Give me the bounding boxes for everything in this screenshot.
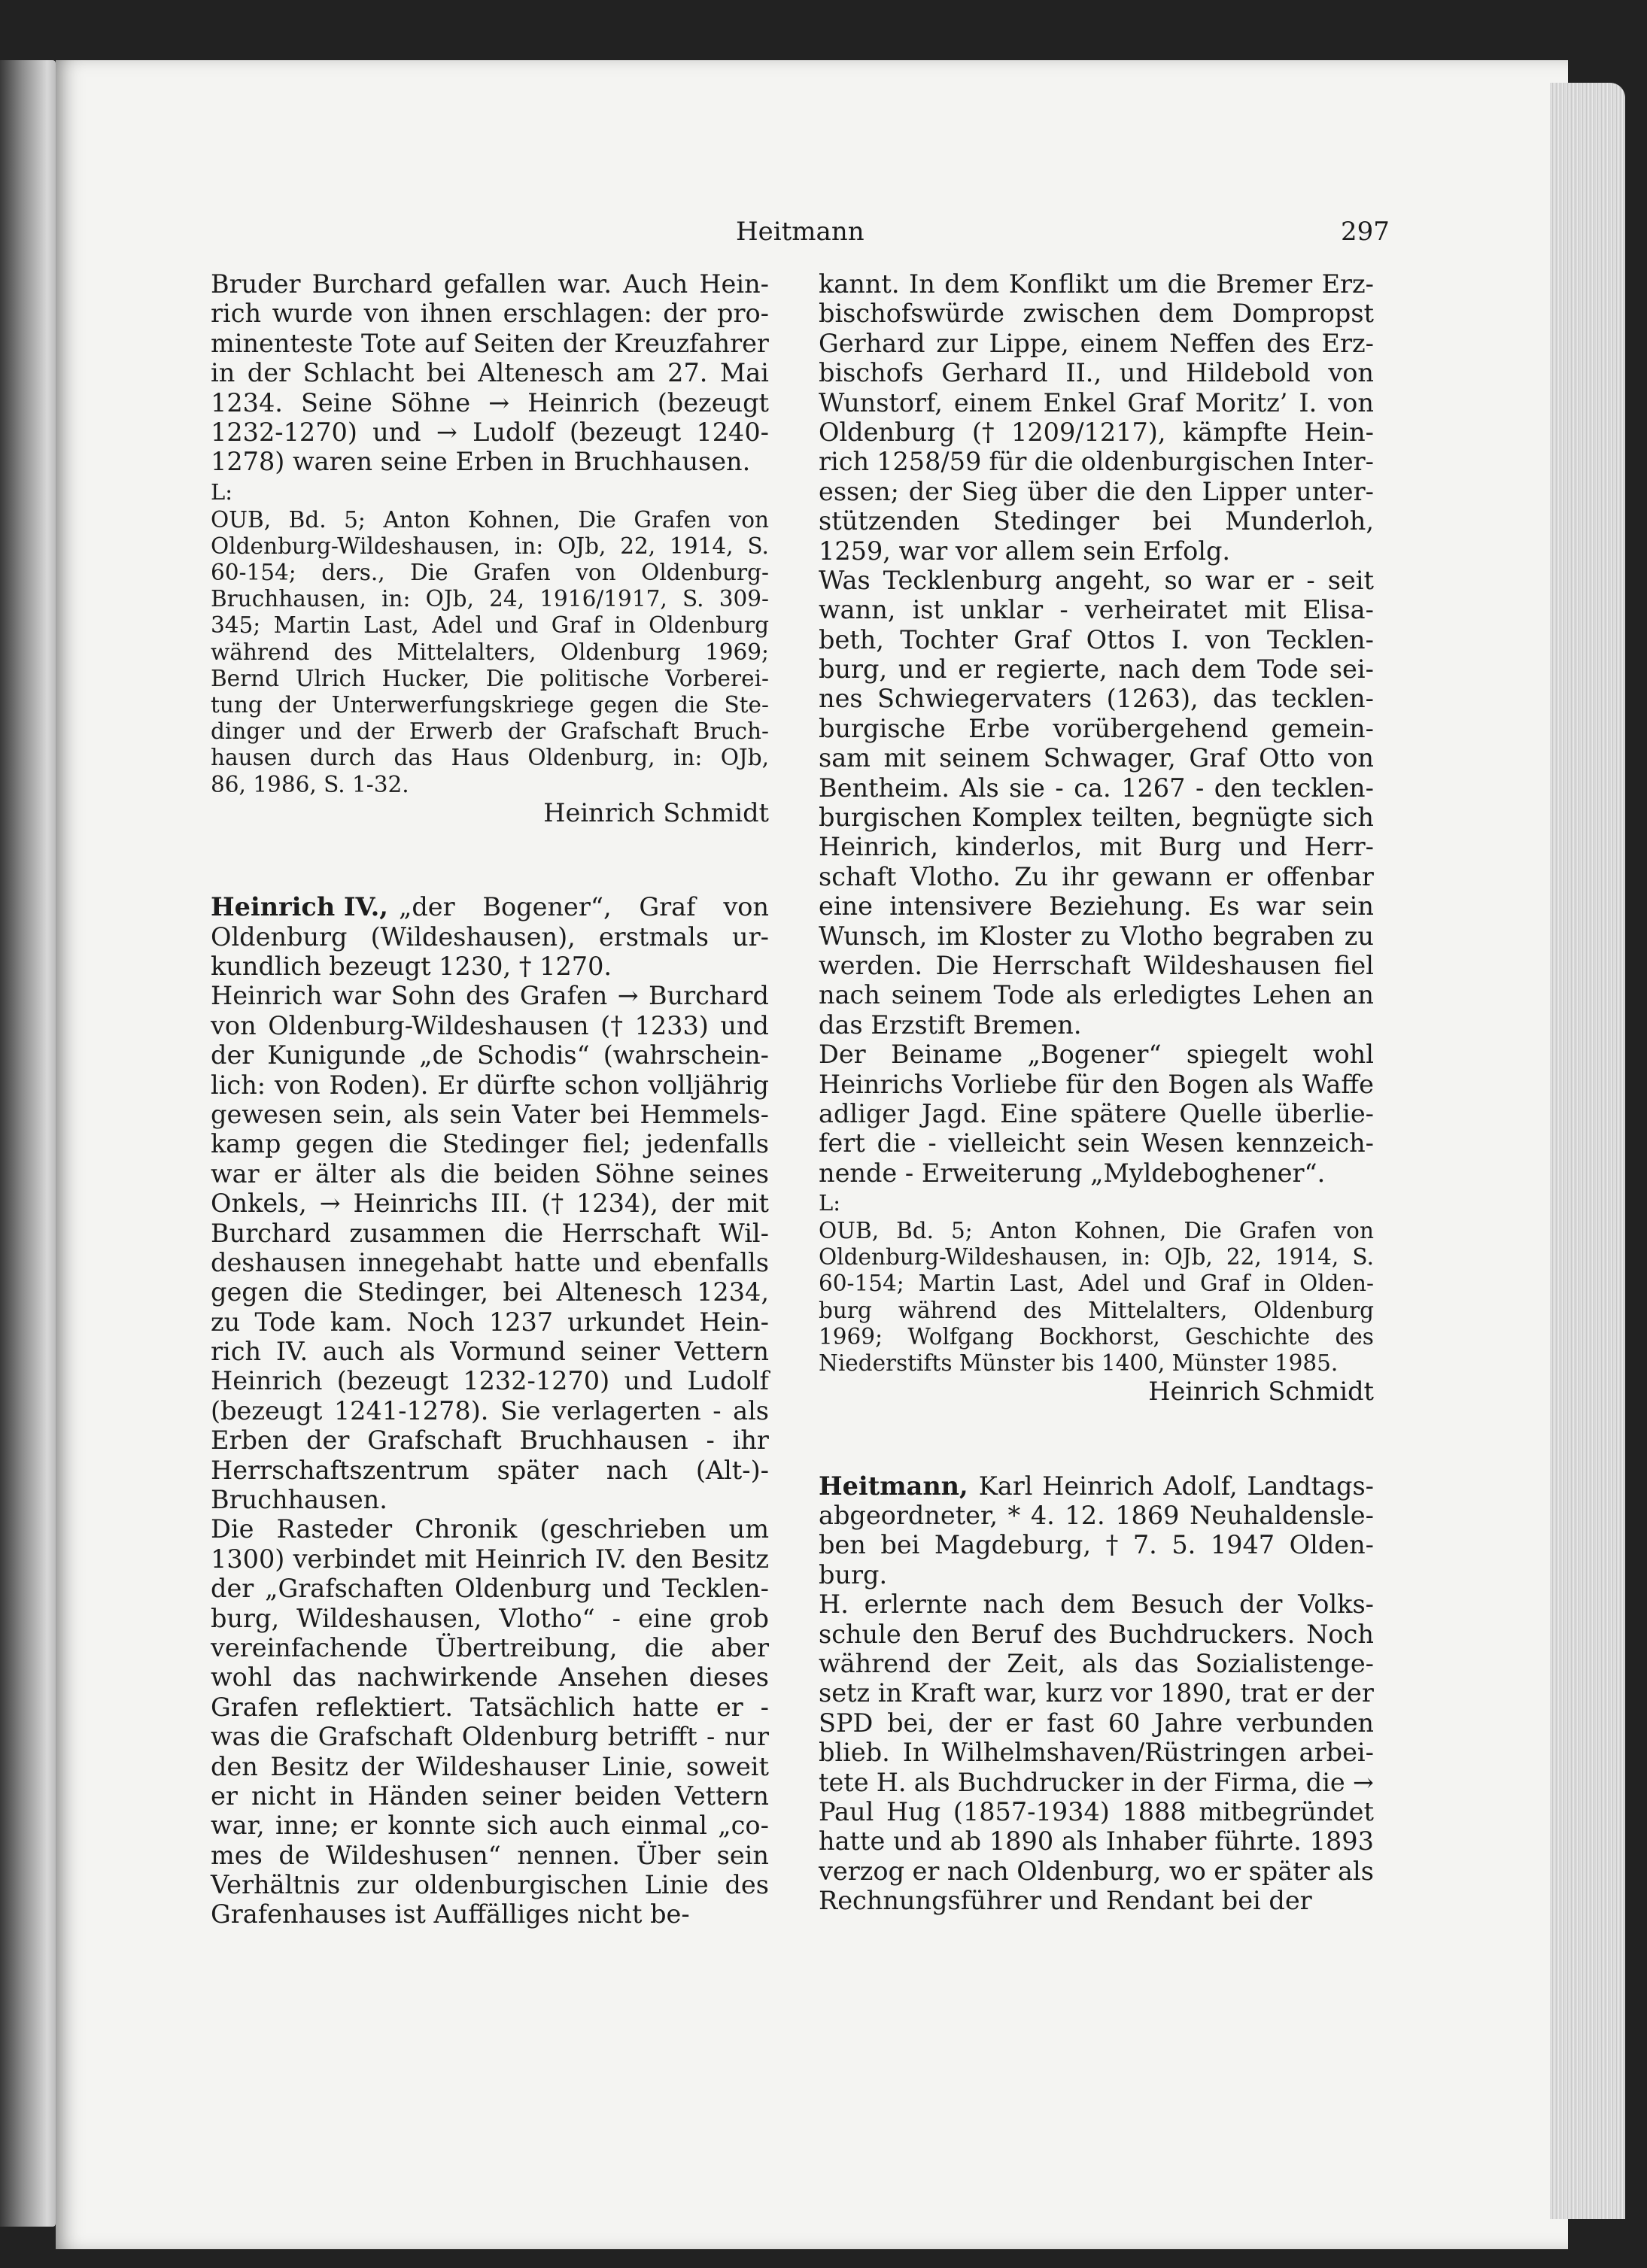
- text-line: Verhältnis zur oldenburgischen Linie des: [211, 1870, 769, 1900]
- text-line: beth, Tochter Graf Ottos I. von Tecklen-: [819, 624, 1374, 654]
- text-line: Heinrichs Vorliebe für den Bogen als Waffe: [819, 1069, 1374, 1099]
- literature-line: burg während des Mittelalters, Oldenburg: [819, 1297, 1374, 1323]
- text-line: burg.: [819, 1559, 888, 1589]
- literature-list: [211, 507, 769, 798]
- text-line: Paul Hug (1857-1934) 1888 mitbegründet: [819, 1796, 1374, 1826]
- text-line: minenteste Tote auf Seiten der Kreuzfahrer: [211, 328, 769, 358]
- literature-line: OUB, Bd. 5; Anton Kohnen, Die Grafen von: [819, 1218, 1374, 1244]
- text-line: Oldenburg (Wildeshausen), erstmals ur-: [211, 921, 769, 952]
- literature-line: 60-154; ders., Die Grafen von Oldenburg-: [211, 560, 769, 586]
- text-line: Grafenhauses ist Auffälliges nicht be-: [211, 1899, 690, 1929]
- text-line: Heinrich (bezeugt 1232-1270) und Ludolf: [211, 1366, 769, 1396]
- text-line: schule den Beruf des Buchdruckers. Noch: [819, 1619, 1374, 1649]
- text-line: Erben der Grafschaft Bruchhausen - ihr: [211, 1425, 769, 1456]
- text-line: setz in Kraft war, kurz vor 1890, trat er der: [819, 1678, 1374, 1708]
- running-header: [56, 217, 1402, 253]
- text-line: zu Tode kam. Noch 1237 urkundet Hein-: [211, 1307, 769, 1337]
- text-line: kamp gegen die Stedinger fiel; jedenfalls: [211, 1129, 769, 1159]
- text-line: war, inne; er konnte sich auch einmal „co-: [211, 1811, 769, 1841]
- page-stack-edge: [1550, 83, 1625, 2219]
- running-title: Heitmann: [736, 217, 865, 247]
- paragraph: [819, 566, 1374, 1040]
- author-signature: Heinrich Schmidt: [1148, 1377, 1374, 1407]
- right-column: [819, 269, 1374, 1916]
- text-line: Bentheim. Als sie - ca. 1267 - den tecklen-: [819, 773, 1374, 803]
- text-line: das Erzstift Bremen.: [819, 1010, 1082, 1040]
- text-line: nende - Erweiterung „Myldeboghener“.: [819, 1158, 1326, 1188]
- text-line: adliger Jagd. Eine spätere Quelle überlie-: [819, 1098, 1374, 1128]
- text-line: rich IV. auch als Vormund seiner Vettern: [211, 1337, 769, 1367]
- text-line: Herrschaftszentrum später nach (Alt-)-: [211, 1455, 769, 1485]
- text-line: er nicht in Händen seiner beiden Vettern: [211, 1781, 769, 1811]
- text-line: der „Grafschaften Oldenburg und Tecklen-: [211, 1574, 769, 1604]
- paragraph: [819, 269, 1374, 566]
- text-line: (bezeugt 1241-1278). Sie verlagerten - als: [211, 1395, 769, 1425]
- text-line: burgischen Komplex teilten, begnügte sich: [819, 803, 1374, 833]
- text-line: Burchard zusammen die Herrschaft Wil-: [211, 1218, 769, 1248]
- text-line: 1278) waren seine Erben in Bruchhausen.: [211, 447, 751, 477]
- entry-gap: [211, 827, 769, 892]
- text-line: schaft Vlotho. Zu ihr gewann er offenbar: [819, 861, 1374, 891]
- text-line: nes Schwiegervaters (1263), das tecklen-: [819, 684, 1374, 714]
- entry-heading-line: [819, 1471, 1374, 1501]
- entry-heading-line: [211, 892, 769, 921]
- text-line: hatte und ab 1890 als Inhaber führte. 1893: [819, 1826, 1374, 1857]
- text-line: burgische Erbe vorübergehend gemein-: [819, 713, 1374, 743]
- text-line: burg, Wildeshausen, Vlotho“ - eine grob: [211, 1603, 769, 1633]
- text-line: wann, ist unklar - verheiratet mit Elisa-: [819, 595, 1374, 625]
- author-signature: Heinrich Schmidt: [543, 797, 769, 827]
- text-line: 1259, war vor allem sein Erfolg.: [819, 536, 1231, 566]
- literature-line: hausen durch das Haus Oldenburg, in: OJb,: [211, 745, 769, 771]
- text-line: H. erlernte nach dem Besuch der Volks-: [819, 1589, 1374, 1620]
- text-line: Grafen reflektiert. Tatsächlich hatte er -: [211, 1692, 769, 1722]
- text-line: bischofs Gerhard II., und Hildebold von: [819, 358, 1374, 388]
- text-line: der Kunigunde „de Schodis“ (wahrschein-: [211, 1040, 769, 1070]
- text-line: von Oldenburg-Wildeshausen († 1233) und: [211, 1010, 769, 1040]
- text-line: den Besitz der Wildeshauser Linie, soweit: [211, 1751, 769, 1781]
- text-line: gewesen sein, als sein Vater bei Hemmels-: [211, 1099, 769, 1129]
- text-line: Was Tecklenburg angeht, so war er - seit: [819, 565, 1374, 595]
- text-line: mes de Wildeshusen“ nennen. Über sein: [211, 1840, 769, 1870]
- text-line: bischofswürde zwischen dem Dompropst: [819, 299, 1374, 329]
- text-line: vereinfachende Übertreibung, die aber: [211, 1632, 769, 1662]
- paragraph: [211, 981, 769, 1514]
- literature-line: Oldenburg-Wildeshausen, in: OJb, 22, 1914, S.: [211, 533, 769, 559]
- text-line: fert die - vielleicht sein Wesen kennzeich-: [819, 1128, 1374, 1158]
- text-line: Rechnungsführer und Rendant bei der: [819, 1886, 1312, 1916]
- paragraph: [819, 1040, 1374, 1188]
- text-line: tete H. als Buchdrucker in der Firma, die →: [819, 1767, 1374, 1797]
- text-line: sam mit seinem Schwager, Graf Otto von: [819, 743, 1374, 773]
- text-line: Oldenburg († 1209/1217), kämpfte Hein-: [819, 417, 1374, 447]
- paragraph: [211, 1514, 769, 1929]
- text-line: rich wurde von ihnen erschlagen: der pro-: [211, 299, 769, 329]
- text-line: wohl das nachwirkende Ansehen dieses: [211, 1662, 769, 1693]
- text-line: Die Rasteder Chronik (geschrieben um: [211, 1514, 769, 1544]
- left-column: [211, 269, 769, 1929]
- text-line: deshausen innegehabt hatte und ebenfalls: [211, 1247, 769, 1277]
- text-line: ben bei Magdeburg, † 7. 5. 1947 Olden-: [819, 1530, 1374, 1560]
- text-line: 1234. Seine Söhne → Heinrich (bezeugt: [211, 387, 769, 417]
- text-line: Bruchhausen.: [211, 1485, 387, 1515]
- text-line: Heinrich war Sohn des Grafen → Burchard: [211, 981, 769, 1011]
- text-line: kannt. In dem Konflikt um die Bremer Erz-: [819, 269, 1374, 299]
- literature-line: 60-154; Martin Last, Adel und Graf in Olden-: [819, 1271, 1374, 1297]
- literature-line: 345; Martin Last, Adel und Graf in Oldenburg: [211, 612, 769, 639]
- text-line: Wunstorf, einem Enkel Graf Moritz’ I. von: [819, 387, 1374, 417]
- left-page-edge: [0, 60, 56, 2227]
- text-line: abgeordneter, * 4. 12. 1869 Neuhaldensle-: [819, 1501, 1374, 1531]
- text-line: essen; der Sieg über die den Lipper unter-: [819, 476, 1374, 506]
- text-line: Wunsch, im Kloster zu Vlotho begraben zu: [819, 921, 1374, 951]
- text-line: rich 1258/59 für die oldenburgischen Inter-: [819, 447, 1374, 477]
- literature-label: L:: [819, 1190, 841, 1216]
- literature-line: tung der Unterwerfungskriege gegen die Ste-: [211, 692, 769, 718]
- entry-heading-text: Karl Heinrich Adolf, Landtags-: [978, 1471, 1374, 1501]
- text-line: lich: von Roden). Er dürfte schon volljährig: [211, 1070, 769, 1100]
- text-line: verzog er nach Oldenburg, wo er später als: [819, 1856, 1374, 1886]
- literature-line: OUB, Bd. 5; Anton Kohnen, Die Grafen von: [211, 506, 769, 533]
- text-line: werden. Die Herrschaft Wildeshausen fiel: [819, 950, 1374, 980]
- entry-headword: Heitmann,: [819, 1471, 968, 1501]
- text-line: Bruder Burchard gefallen war. Auch Hein-: [211, 269, 769, 299]
- text-line: 1232-1270) und → Ludolf (bezeugt 1240-: [211, 417, 769, 447]
- entry-heading-paragraph: [819, 1471, 1374, 1590]
- text-line: eine intensivere Beziehung. Es war sein: [819, 891, 1374, 921]
- text-line: in der Schlacht bei Altenesch am 27. Mai: [211, 358, 769, 388]
- literature-line: dinger und der Erwerb der Grafschaft Bruch-: [211, 718, 769, 745]
- text-line: war er älter als die beiden Söhne seines: [211, 1158, 769, 1189]
- literature-line: 1969; Wolfgang Bockhorst, Geschichte des: [819, 1323, 1374, 1350]
- text-line: gegen die Stedinger, bei Altenesch 1234,: [211, 1277, 769, 1307]
- entry-headword: Heinrich IV.,: [211, 892, 388, 922]
- text-line: Der Beiname „Bogener“ spiegelt wohl: [819, 1040, 1374, 1070]
- literature-label: L:: [211, 478, 233, 505]
- text-line: Gerhard zur Lippe, einem Neffen des Erz-: [819, 328, 1374, 358]
- entry-heading-text: „der Bogener“, Graf von: [398, 892, 769, 922]
- text-line: stützenden Stedinger bei Munderloh,: [819, 506, 1374, 536]
- literature-line: Niederstifts Münster bis 1400, Münster 1985.: [819, 1350, 1339, 1377]
- text-line: blieb. In Wilhelmshaven/Rüstringen arbei-: [819, 1738, 1374, 1768]
- page-number: 297: [1341, 217, 1390, 247]
- text-line: während der Zeit, als das Sozialistenge-: [819, 1648, 1374, 1678]
- literature-line: Bruchhausen, in: OJb, 24, 1916/1917, S. 309-: [211, 586, 769, 612]
- literature-line: Bernd Ulrich Hucker, Die politische Vorberei-: [211, 665, 769, 691]
- text-line: nach seinem Tode als erledigtes Lehen an: [819, 980, 1374, 1010]
- paragraph: [211, 269, 769, 477]
- paragraph: [819, 1589, 1374, 1915]
- entry-heading-paragraph: [211, 892, 769, 981]
- text-line: Heinrich, kinderlos, mit Burg und Herr-: [819, 832, 1374, 862]
- text-line: Onkels, → Heinrichs III. († 1234), der mit: [211, 1189, 769, 1219]
- literature-list: [819, 1218, 1374, 1377]
- literature-line: Oldenburg-Wildeshausen, in: OJb, 22, 1914, S.: [819, 1244, 1374, 1271]
- literature-line: 86, 1986, S. 1-32.: [211, 771, 409, 797]
- entry-gap: [819, 1407, 1374, 1471]
- text-line: kundlich bezeugt 1230, † 1270.: [211, 951, 612, 981]
- text-line: SPD bei, der er fast 60 Jahre verbunden: [819, 1708, 1374, 1738]
- text-line: burg, und er regierte, nach dem Tode sei-: [819, 654, 1374, 685]
- text-line: 1300) verbindet mit Heinrich IV. den Besitz: [211, 1544, 769, 1574]
- literature-line: während des Mittelalters, Oldenburg 1969;: [211, 639, 769, 665]
- text-line: was die Grafschaft Oldenburg betrifft - nur: [211, 1722, 769, 1752]
